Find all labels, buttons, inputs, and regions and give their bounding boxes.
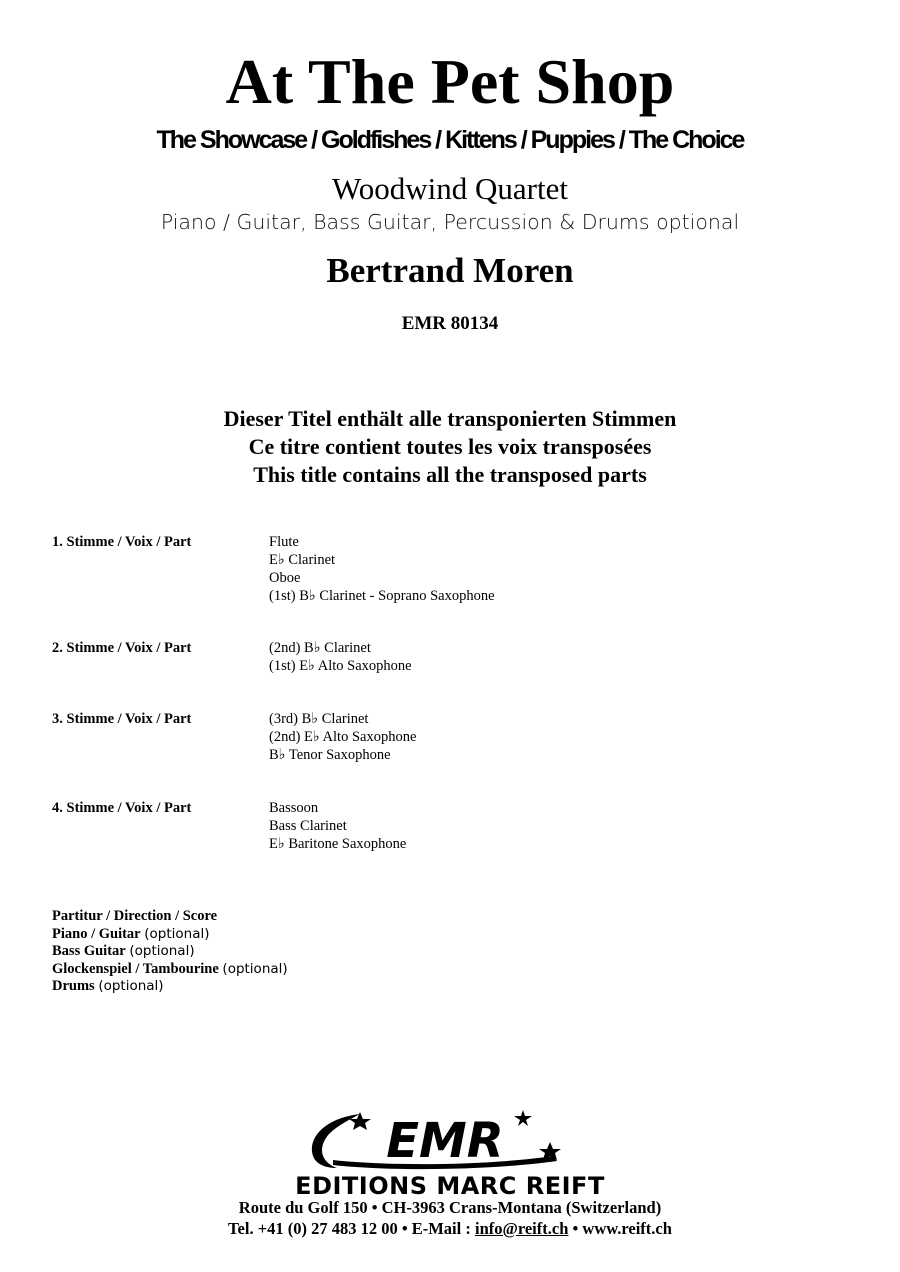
optional-instruments: Piano / Guitar, Bass Guitar, Percussion & Drums optional bbox=[160, 210, 740, 234]
part-2-label: 2. Stimme / Voix / Part bbox=[52, 640, 192, 656]
publisher-address: Route du Golf 150 • CH-3963 Crans-Montana (Switzerland) bbox=[238, 1198, 662, 1217]
instrument: Oboe bbox=[269, 570, 301, 586]
instrument: Flute bbox=[269, 534, 299, 550]
instrument: B♭ Tenor Saxophone bbox=[269, 747, 391, 763]
optional-note: (optional) bbox=[129, 943, 195, 959]
instrument: Bass Clarinet bbox=[269, 818, 347, 834]
phone-text: Tel. +41 (0) 27 483 12 00 • E-Mail : bbox=[228, 1219, 475, 1238]
extra-part-name: Glockenspiel / Tambourine bbox=[52, 960, 219, 977]
optional-note: (optional) bbox=[222, 960, 288, 977]
extra-part bbox=[52, 978, 288, 996]
note-french: Ce titre contient toutes les voix transposées bbox=[248, 434, 652, 459]
instrument: (1st) E♭ Alto Saxophone bbox=[269, 658, 412, 674]
extra-parts-list bbox=[52, 908, 288, 996]
instrument: E♭ Clarinet bbox=[269, 552, 336, 568]
part-2-instruments bbox=[269, 639, 412, 675]
note-english: This title contains all the transposed parts bbox=[253, 462, 647, 487]
extra-part bbox=[52, 961, 288, 979]
part-1-label: 1. Stimme / Voix / Part bbox=[52, 534, 192, 550]
part-4-instruments bbox=[269, 799, 406, 853]
optional-note: (optional) bbox=[144, 925, 210, 942]
optional-note: (optional) bbox=[98, 978, 164, 994]
extra-part-name: Drums bbox=[52, 978, 95, 994]
note-german: Dieser Titel enthält alle transponierten Stimmen bbox=[223, 406, 677, 431]
instrument: E♭ Baritone Saxophone bbox=[269, 836, 407, 852]
part-1-instruments bbox=[269, 533, 495, 605]
movement-list: The Showcase / Goldfishes / Kittens / Puppies / The Choice bbox=[156, 126, 744, 154]
ensemble: Woodwind Quartet bbox=[332, 171, 568, 206]
instrument: Bassoon bbox=[269, 800, 319, 816]
extra-part bbox=[52, 943, 288, 961]
title: At The Pet Shop bbox=[225, 46, 675, 117]
extra-part bbox=[52, 926, 288, 944]
logo-text: EMR bbox=[386, 1113, 504, 1169]
emr-logo bbox=[305, 1108, 595, 1174]
instrument: (3rd) B♭ Clarinet bbox=[269, 711, 369, 727]
instrument: (1st) B♭ Clarinet - Soprano Saxophone bbox=[269, 588, 495, 604]
part-3-instruments bbox=[269, 710, 416, 764]
catalog-number: EMR 80134 bbox=[401, 313, 499, 334]
extra-part-name: Bass Guitar bbox=[52, 943, 126, 959]
instrument: (2nd) E♭ Alto Saxophone bbox=[269, 729, 417, 745]
publisher-name: EDITIONS MARC REIFT bbox=[295, 1172, 605, 1200]
transposition-note bbox=[0, 405, 900, 489]
publisher-contact bbox=[0, 1219, 900, 1239]
email-link[interactable]: info@reift.ch bbox=[474, 1219, 569, 1238]
extra-part bbox=[52, 908, 288, 926]
extra-part-name: Partitur / Direction / Score bbox=[52, 908, 218, 924]
composer: Bertrand Moren bbox=[326, 251, 574, 290]
instrument: (2nd) B♭ Clarinet bbox=[269, 640, 371, 656]
part-4-label: 4. Stimme / Voix / Part bbox=[52, 800, 192, 816]
extra-part-name: Piano / Guitar bbox=[52, 925, 141, 942]
part-3-label: 3. Stimme / Voix / Part bbox=[52, 711, 192, 727]
website-text: • www.reift.ch bbox=[568, 1219, 672, 1238]
